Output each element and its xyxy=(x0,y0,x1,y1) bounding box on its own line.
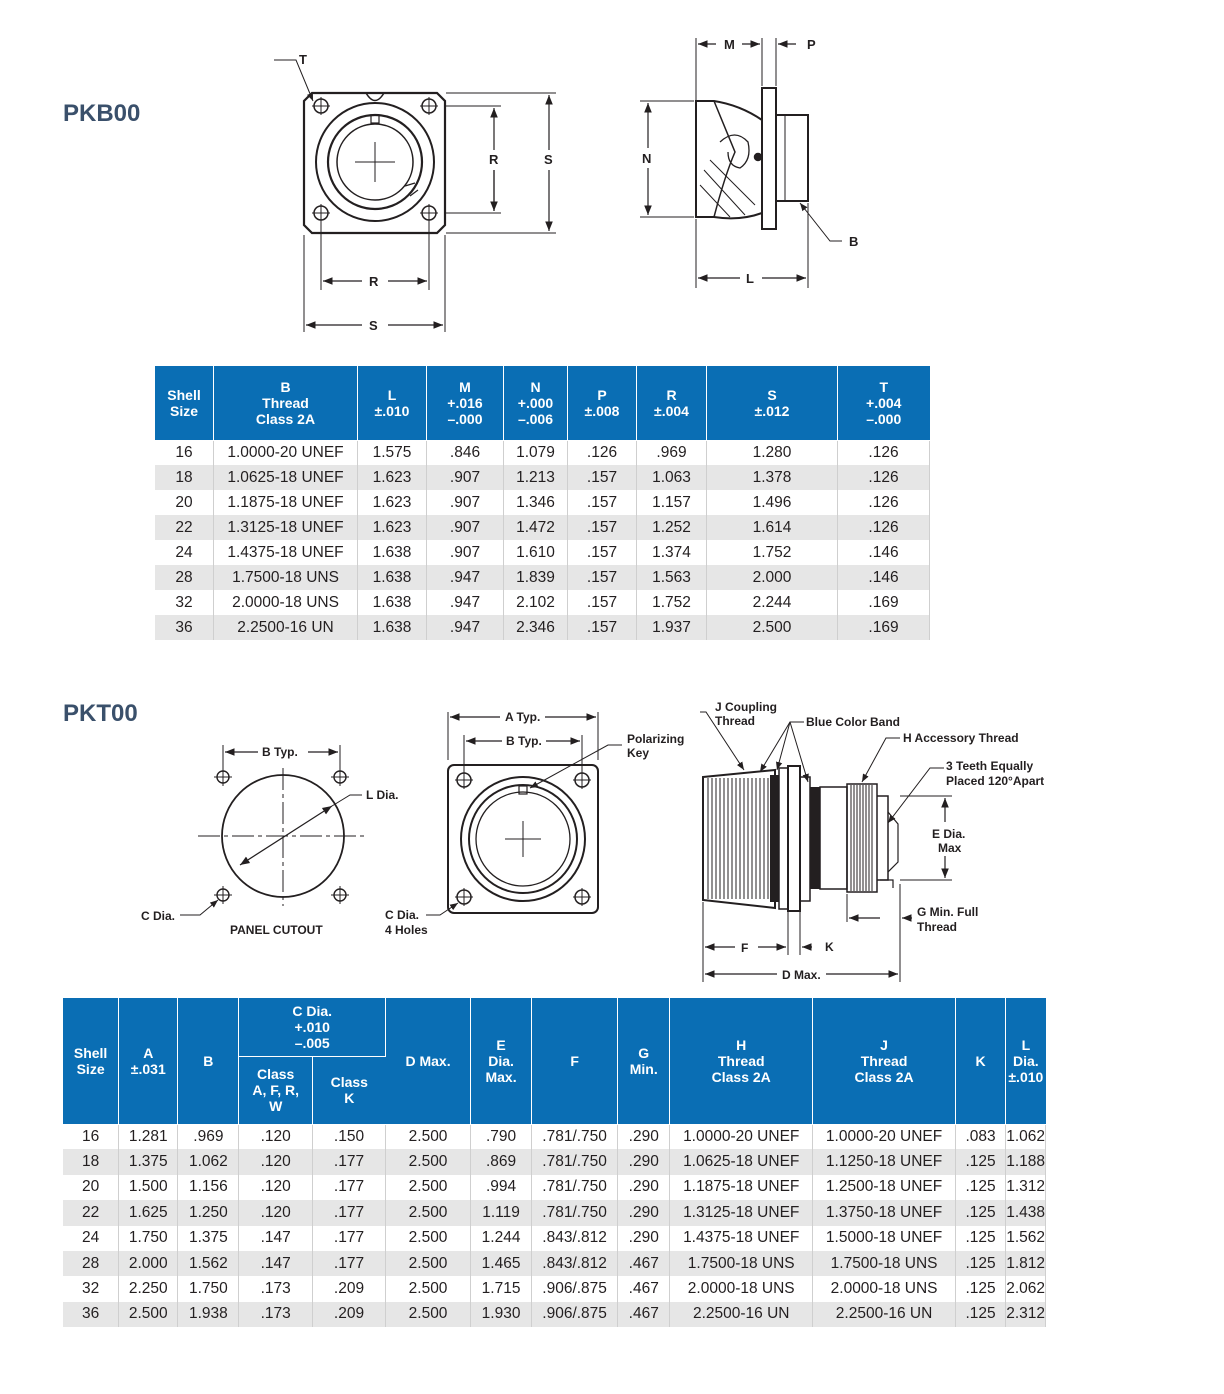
table-cell: .120 xyxy=(239,1149,313,1174)
table-cell: 1.0000-20 UNEF xyxy=(214,440,358,465)
pkb-label-s-vertical: S xyxy=(544,152,553,167)
table-cell: 1.752 xyxy=(707,540,838,565)
table-cell: .083 xyxy=(955,1124,1005,1149)
table-cell: 2.2500-16 UN xyxy=(670,1302,813,1327)
label-teeth-line1: 3 Teeth Equally xyxy=(946,759,1034,773)
table-cell: 2.500 xyxy=(386,1302,471,1327)
table-cell: 1.2500-18 UNEF xyxy=(813,1175,956,1200)
table-cell: .157 xyxy=(568,590,637,615)
table-cell: .790 xyxy=(471,1124,532,1149)
table-cell: 22 xyxy=(63,1200,119,1225)
table-cell: .290 xyxy=(618,1200,670,1225)
table-cell: 1.623 xyxy=(358,490,427,515)
panel-cutout-view xyxy=(180,745,368,915)
table-cell: .150 xyxy=(312,1124,385,1149)
pkb-header-shell: Shell Size xyxy=(155,366,214,440)
table-cell: .969 xyxy=(637,440,707,465)
table-cell: 1.472 xyxy=(504,515,568,540)
table-cell: 1.465 xyxy=(471,1251,532,1276)
label-d-max: D Max. xyxy=(782,968,821,982)
table-cell: .146 xyxy=(838,540,930,565)
table-cell: .125 xyxy=(955,1251,1005,1276)
table-cell: .157 xyxy=(568,515,637,540)
table-cell: .126 xyxy=(838,465,930,490)
table-cell: 1.638 xyxy=(358,540,427,565)
table-cell: 1.7500-18 UNS xyxy=(214,565,358,590)
label-b-typ: B Typ. xyxy=(262,745,298,759)
table-cell: .157 xyxy=(568,540,637,565)
label-f: F xyxy=(741,941,749,955)
table-cell: 1.375 xyxy=(178,1226,239,1251)
table-cell: 2.500 xyxy=(707,615,838,640)
table-cell: .147 xyxy=(239,1226,313,1251)
table-cell: 1.188 xyxy=(1006,1149,1046,1174)
table-cell: 2.0000-18 UNS xyxy=(670,1276,813,1301)
table-cell: .126 xyxy=(838,515,930,540)
table-cell: 1.157 xyxy=(637,490,707,515)
table-cell: 1.625 xyxy=(119,1200,178,1225)
table-cell: 1.496 xyxy=(707,490,838,515)
table-cell: .467 xyxy=(618,1251,670,1276)
table-row xyxy=(63,1276,1046,1301)
table-cell: 1.623 xyxy=(358,515,427,540)
pkt-table-body xyxy=(63,1124,1046,1327)
table-cell: .781/.750 xyxy=(532,1149,618,1174)
table-cell: 1.281 xyxy=(119,1124,178,1149)
table-cell: 2.312 xyxy=(1006,1302,1046,1327)
table-cell: .147 xyxy=(239,1251,313,1276)
table-cell: 1.063 xyxy=(637,465,707,490)
table-cell: .467 xyxy=(618,1302,670,1327)
table-cell: .209 xyxy=(312,1276,385,1301)
table-cell: 1.0000-20 UNEF xyxy=(813,1124,956,1149)
table-cell: 1.280 xyxy=(707,440,838,465)
table-cell: 1.750 xyxy=(119,1226,178,1251)
table-cell: 1.156 xyxy=(178,1175,239,1200)
table-cell: .169 xyxy=(838,590,930,615)
table-cell: 1.812 xyxy=(1006,1251,1046,1276)
table-cell: .781/.750 xyxy=(532,1124,618,1149)
label-j-thread: Thread xyxy=(715,714,756,728)
table-cell: 1.438 xyxy=(1006,1200,1046,1225)
table-cell: .120 xyxy=(239,1124,313,1149)
pkb-header-l: L ±.010 xyxy=(358,366,427,440)
table-cell: .907 xyxy=(427,490,504,515)
pkt-header-c-dia: C Dia. +.010 –.005 xyxy=(239,998,386,1056)
table-cell: .843/.812 xyxy=(532,1251,618,1276)
table-row xyxy=(63,1251,1046,1276)
table-cell: .177 xyxy=(312,1226,385,1251)
table-cell: 1.079 xyxy=(504,440,568,465)
table-cell: 1.5000-18 UNEF xyxy=(813,1226,956,1251)
table-cell: 1.1875-18 UNEF xyxy=(670,1175,813,1200)
table-cell: 2.500 xyxy=(386,1251,471,1276)
table-cell: 2.0000-18 UNS xyxy=(214,590,358,615)
table-cell: 1.563 xyxy=(637,565,707,590)
table-cell: .126 xyxy=(568,440,637,465)
table-cell: 2.102 xyxy=(504,590,568,615)
table-cell: .906/.875 xyxy=(532,1302,618,1327)
label-c-dia: C Dia. xyxy=(141,909,176,923)
pkb-label-l: L xyxy=(746,271,754,286)
table-cell: 1.937 xyxy=(637,615,707,640)
table-cell: .173 xyxy=(239,1276,313,1301)
pkt-header-c-class-k: Class K xyxy=(312,1056,385,1124)
pkt-header-l: L Dia. ±.010 xyxy=(1006,998,1046,1124)
table-cell: 1.0625-18 UNEF xyxy=(214,465,358,490)
table-cell: 16 xyxy=(155,440,214,465)
table-cell: 1.250 xyxy=(178,1200,239,1225)
table-cell: 1.244 xyxy=(471,1226,532,1251)
table-cell: 1.752 xyxy=(637,590,707,615)
table-cell: .994 xyxy=(471,1175,532,1200)
pkb-header-m: M +.016 –.000 xyxy=(427,366,504,440)
table-cell: .869 xyxy=(471,1149,532,1174)
table-cell: .157 xyxy=(568,490,637,515)
table-cell: .290 xyxy=(618,1226,670,1251)
pkb-label-m: M xyxy=(724,37,735,52)
table-cell: .907 xyxy=(427,540,504,565)
table-cell: 1.1250-18 UNEF xyxy=(813,1149,956,1174)
table-cell: 2.500 xyxy=(386,1175,471,1200)
table-cell: .947 xyxy=(427,565,504,590)
table-cell: .125 xyxy=(955,1302,1005,1327)
table-cell: 24 xyxy=(155,540,214,565)
table-row xyxy=(63,1302,1046,1327)
pkt-header-h: H Thread Class 2A xyxy=(670,998,813,1124)
pkb-label-s-horizontal: S xyxy=(369,318,378,333)
label-c-dia-2: C Dia. xyxy=(385,908,420,922)
table-cell: 20 xyxy=(63,1175,119,1200)
table-row xyxy=(63,1226,1046,1251)
table-cell: 1.623 xyxy=(358,465,427,490)
pkt-header-d: D Max. xyxy=(386,998,471,1124)
pkb-header-t: T +.004 –.000 xyxy=(838,366,930,440)
table-cell: 2.500 xyxy=(386,1149,471,1174)
pkt-header-a: A ±.031 xyxy=(119,998,178,1124)
table-cell: 1.312 xyxy=(1006,1175,1046,1200)
pkt-header-k: K xyxy=(955,998,1005,1124)
table-cell: 2.500 xyxy=(386,1226,471,1251)
table-cell: 1.374 xyxy=(637,540,707,565)
table-cell: 1.638 xyxy=(358,615,427,640)
label-e-dia: E Dia. xyxy=(932,827,966,841)
pkb-header-p: P ±.008 xyxy=(568,366,637,440)
table-cell: 1.562 xyxy=(1006,1226,1046,1251)
table-cell: .906/.875 xyxy=(532,1276,618,1301)
table-cell: .120 xyxy=(239,1175,313,1200)
table-cell: 2.500 xyxy=(119,1302,178,1327)
table-cell: 1.0000-20 UNEF xyxy=(670,1124,813,1149)
label-teeth-line2: Placed 120°Apart xyxy=(946,774,1045,788)
table-cell: 1.4375-18 UNEF xyxy=(670,1226,813,1251)
table-cell: 36 xyxy=(155,615,214,640)
pkt-table-header-row-1 xyxy=(63,998,1046,1056)
label-j-coupling: J Coupling xyxy=(715,700,777,714)
pkb-header-r: R ±.004 xyxy=(637,366,707,440)
pkb-label-n: N xyxy=(642,151,652,166)
table-cell: 2.244 xyxy=(707,590,838,615)
table-cell: .157 xyxy=(568,615,637,640)
table-cell: .173 xyxy=(239,1302,313,1327)
table-cell: 36 xyxy=(63,1302,119,1327)
table-cell: 1.7500-18 UNS xyxy=(670,1251,813,1276)
table-cell: 1.839 xyxy=(504,565,568,590)
table-cell: 22 xyxy=(155,515,214,540)
table-cell: .969 xyxy=(178,1124,239,1149)
table-cell: .846 xyxy=(427,440,504,465)
label-k: K xyxy=(825,940,834,954)
table-cell: .177 xyxy=(312,1175,385,1200)
table-cell: .290 xyxy=(618,1149,670,1174)
pkb-label-r-vertical: R xyxy=(489,152,499,167)
table-cell: 1.638 xyxy=(358,590,427,615)
label-g-thread: Thread xyxy=(917,920,958,934)
table-cell: 1.715 xyxy=(471,1276,532,1301)
table-cell: 1.938 xyxy=(178,1302,239,1327)
table-cell: 2.2500-16 UN xyxy=(813,1302,956,1327)
label-4-holes: 4 Holes xyxy=(385,923,428,937)
label-g-min: G Min. Full xyxy=(917,905,979,919)
table-cell: .781/.750 xyxy=(532,1200,618,1225)
table-cell: 1.119 xyxy=(471,1200,532,1225)
table-cell: 1.610 xyxy=(504,540,568,565)
table-cell: .209 xyxy=(312,1302,385,1327)
pkb-title: PKB00 xyxy=(63,100,141,127)
table-cell: 2.250 xyxy=(119,1276,178,1301)
table-cell: 18 xyxy=(63,1149,119,1174)
table-cell: .157 xyxy=(568,465,637,490)
pkt-header-shell: Shell Size xyxy=(63,998,119,1124)
table-cell: .125 xyxy=(955,1200,1005,1225)
table-cell: 32 xyxy=(63,1276,119,1301)
table-cell: .177 xyxy=(312,1149,385,1174)
table-cell: 1.346 xyxy=(504,490,568,515)
table-cell: 28 xyxy=(63,1251,119,1276)
table-cell: 1.562 xyxy=(178,1251,239,1276)
table-cell: .781/.750 xyxy=(532,1175,618,1200)
label-blue-color-band: Blue Color Band xyxy=(806,715,901,729)
table-cell: 1.3125-18 UNEF xyxy=(214,515,358,540)
table-cell: .907 xyxy=(427,515,504,540)
pkb-label-p: P xyxy=(807,37,816,52)
table-cell: 1.7500-18 UNS xyxy=(813,1251,956,1276)
table-cell: 1.500 xyxy=(119,1175,178,1200)
pkt-header-c-class-afrw: Class A, F, R, W xyxy=(239,1056,313,1124)
table-cell: .907 xyxy=(427,465,504,490)
table-cell: 1.213 xyxy=(504,465,568,490)
pkt-header-e: E Dia. Max. xyxy=(471,998,532,1124)
table-cell: 2.062 xyxy=(1006,1276,1046,1301)
table-cell: 20 xyxy=(155,490,214,515)
pkt-header-b: B xyxy=(178,998,239,1124)
table-cell: .290 xyxy=(618,1124,670,1149)
label-l-dia: L Dia. xyxy=(366,788,399,802)
table-cell: .467 xyxy=(618,1276,670,1301)
table-cell: .126 xyxy=(838,490,930,515)
table-cell: 1.3125-18 UNEF xyxy=(670,1200,813,1225)
table-cell: 1.252 xyxy=(637,515,707,540)
table-cell: .146 xyxy=(838,565,930,590)
table-cell: 2.000 xyxy=(707,565,838,590)
pkt-title: PKT00 xyxy=(63,700,138,727)
table-cell: .177 xyxy=(312,1251,385,1276)
table-cell: 2.500 xyxy=(386,1124,471,1149)
table-cell: 1.750 xyxy=(178,1276,239,1301)
pkb-header-s: S ±.012 xyxy=(707,366,838,440)
label-h-accessory-thread: H Accessory Thread xyxy=(903,731,1019,745)
table-cell: 2.2500-16 UN xyxy=(214,615,358,640)
table-cell: .125 xyxy=(955,1175,1005,1200)
table-cell: .125 xyxy=(955,1276,1005,1301)
table-cell: .290 xyxy=(618,1175,670,1200)
table-cell: 1.614 xyxy=(707,515,838,540)
table-cell: .125 xyxy=(955,1226,1005,1251)
pkb-label-r-horizontal: R xyxy=(369,274,379,289)
table-cell: 24 xyxy=(63,1226,119,1251)
pkb-label-b: B xyxy=(849,234,859,249)
table-cell: 28 xyxy=(155,565,214,590)
table-cell: 1.4375-18 UNEF xyxy=(214,540,358,565)
table-cell: .947 xyxy=(427,615,504,640)
label-panel-cutout: PANEL CUTOUT xyxy=(230,923,323,937)
table-cell: .947 xyxy=(427,590,504,615)
table-cell: .120 xyxy=(239,1200,313,1225)
table-cell: 18 xyxy=(155,465,214,490)
table-cell: 1.930 xyxy=(471,1302,532,1327)
table-row xyxy=(63,1175,1046,1200)
table-cell: 1.1875-18 UNEF xyxy=(214,490,358,515)
table-cell: .177 xyxy=(312,1200,385,1225)
table-cell: 2.0000-18 UNS xyxy=(813,1276,956,1301)
pkt-header-f: F xyxy=(532,998,618,1124)
pkt-header-j: J Thread Class 2A xyxy=(813,998,956,1124)
label-e-max: Max xyxy=(938,841,962,855)
table-row xyxy=(63,1124,1046,1149)
label-b-typ-2: B Typ. xyxy=(506,734,542,748)
label-polarizing: Polarizing xyxy=(627,732,685,746)
pkb-header-n: N +.000 –.006 xyxy=(504,366,568,440)
table-cell: 16 xyxy=(63,1124,119,1149)
table-cell: .125 xyxy=(955,1149,1005,1174)
table-cell: .126 xyxy=(838,440,930,465)
table-cell: 2.500 xyxy=(386,1200,471,1225)
table-cell: 2.000 xyxy=(119,1251,178,1276)
table-cell: 1.378 xyxy=(707,465,838,490)
table-row xyxy=(63,1200,1046,1225)
table-cell: 1.0625-18 UNEF xyxy=(670,1149,813,1174)
pkb-header-b: B Thread Class 2A xyxy=(214,366,358,440)
label-key: Key xyxy=(627,746,650,760)
pkt-dimension-table xyxy=(63,998,1046,1327)
table-cell: .843/.812 xyxy=(532,1226,618,1251)
table-cell: 1.638 xyxy=(358,565,427,590)
table-cell: 1.575 xyxy=(358,440,427,465)
table-cell: .169 xyxy=(838,615,930,640)
table-cell: 1.062 xyxy=(178,1149,239,1174)
label-a-typ: A Typ. xyxy=(505,710,541,724)
table-cell: 2.500 xyxy=(386,1276,471,1301)
table-cell: 32 xyxy=(155,590,214,615)
pkb-label-t: T xyxy=(299,52,307,67)
table-cell: 1.3750-18 UNEF xyxy=(813,1200,956,1225)
table-cell: .157 xyxy=(568,565,637,590)
table-cell: 1.062 xyxy=(1006,1124,1046,1149)
pkt-header-g: G Min. xyxy=(618,998,670,1124)
table-cell: 1.375 xyxy=(119,1149,178,1174)
table-row xyxy=(63,1149,1046,1174)
table-cell: 2.346 xyxy=(504,615,568,640)
